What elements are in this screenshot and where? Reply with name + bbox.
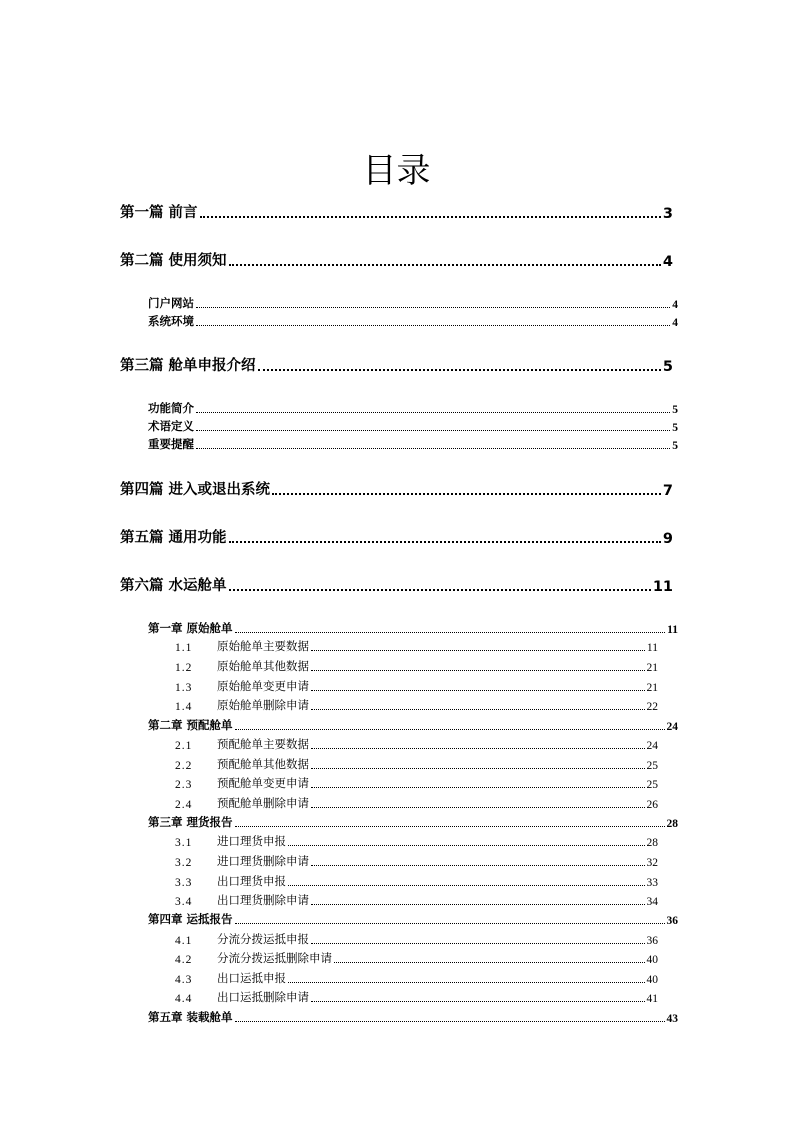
- toc-section-number: 1.4: [175, 701, 193, 713]
- toc-page-number: 36: [646, 935, 658, 947]
- toc-section-number: 2.1: [175, 740, 193, 752]
- toc-section-number: 1.2: [175, 662, 193, 674]
- toc-page-number: 25: [646, 779, 658, 791]
- toc-chapter-4[interactable]: [148, 911, 678, 927]
- toc-leader: [311, 943, 645, 944]
- toc-part-4[interactable]: [120, 479, 673, 499]
- toc-page-number: 25: [646, 760, 658, 772]
- toc-page-number: 11: [646, 642, 658, 654]
- toc-part-label: 第二篇 使用须知: [120, 253, 227, 269]
- toc-chapter-5[interactable]: [148, 1009, 678, 1025]
- toc-section-3-2[interactable]: [175, 853, 658, 869]
- toc-page-number: 4: [662, 254, 673, 270]
- toc-leader: [258, 369, 661, 371]
- toc-page-number: 36: [666, 915, 678, 927]
- toc-leader: [229, 589, 651, 591]
- toc-part-label: 第六篇 水运舱单: [120, 578, 227, 594]
- toc-page-number: 11: [652, 579, 673, 595]
- toc-page-number: 21: [646, 662, 658, 674]
- toc-sub-label: 术语定义: [148, 419, 194, 433]
- toc-section-3-4[interactable]: [175, 892, 658, 908]
- toc-leader: [311, 1001, 645, 1002]
- toc-section-number: 3.4: [175, 896, 193, 908]
- toc-leader: [229, 264, 661, 266]
- toc-leader: [311, 650, 645, 651]
- toc-chapter-1[interactable]: [148, 620, 678, 636]
- toc-leader: [311, 865, 645, 866]
- toc-leader: [288, 845, 645, 846]
- toc-page-number: 9: [662, 531, 673, 547]
- toc-section-2-1[interactable]: [175, 736, 658, 752]
- toc-leader: [311, 670, 645, 671]
- toc-section-1-2[interactable]: [175, 658, 658, 674]
- toc-leader: [200, 216, 661, 218]
- toc-sub-label: 重要提醒: [148, 437, 194, 451]
- toc-chapter-label: 第五章 装载舱单: [148, 1010, 233, 1024]
- toc-page-number: 40: [646, 954, 658, 966]
- toc-page-number: 41: [646, 993, 658, 1005]
- toc-sub-label: 门户网站: [148, 296, 194, 310]
- toc-sub-3[interactable]: [148, 400, 678, 416]
- toc-sub-label: 系统环境: [148, 314, 194, 328]
- toc-page-number: 7: [662, 483, 673, 499]
- toc-sub-4[interactable]: [148, 418, 678, 434]
- toc-chapter-label: 第二章 预配舱单: [148, 718, 233, 732]
- toc-section-number: 3.1: [175, 837, 193, 849]
- toc-page-number: 43: [666, 1013, 678, 1025]
- toc-section-4-2[interactable]: [175, 950, 658, 966]
- toc-section-label: 原始舱单删除申请: [217, 698, 309, 712]
- toc-page-number: 5: [672, 422, 678, 434]
- toc-section-label: 分流分拨运抵删除申请: [217, 951, 332, 965]
- toc-section-label: 原始舱单变更申请: [217, 679, 309, 693]
- toc-leader: [235, 729, 665, 730]
- toc-part-label: 第一篇 前言: [120, 205, 198, 221]
- toc-leader: [311, 748, 645, 749]
- toc-section-number: 4.1: [175, 935, 193, 947]
- toc-section-1-3[interactable]: [175, 678, 658, 694]
- toc-sub-1[interactable]: [148, 295, 678, 311]
- toc-page-number: 26: [646, 799, 658, 811]
- toc-part-2[interactable]: [120, 250, 673, 270]
- toc-section-label: 进口理货申报: [217, 834, 286, 848]
- toc-chapter-label: 第四章 运抵报告: [148, 912, 233, 926]
- toc-title: 目录: [362, 150, 431, 191]
- toc-leader: [235, 1021, 665, 1022]
- toc-section-number: 2.2: [175, 760, 193, 772]
- toc-section-number: 2.4: [175, 799, 193, 811]
- toc-leader: [288, 885, 645, 886]
- toc-section-label: 预配舱单主要数据: [217, 737, 309, 751]
- toc-section-label: 出口运抵申报: [217, 971, 286, 985]
- toc-page-number: 5: [662, 359, 673, 375]
- toc-chapter-3[interactable]: [148, 814, 678, 830]
- toc-section-number: 4.3: [175, 974, 193, 986]
- toc-section-number: 1.3: [175, 682, 193, 694]
- toc-leader: [196, 325, 670, 326]
- toc-section-label: 出口运抵删除申请: [217, 990, 309, 1004]
- toc-section-label: 分流分拨运抵申报: [217, 932, 309, 946]
- toc-part-label: 第五篇 通用功能: [120, 530, 227, 546]
- toc-page-number: 4: [672, 317, 678, 329]
- toc-part-6[interactable]: [120, 575, 673, 595]
- toc-section-2-2[interactable]: [175, 756, 658, 772]
- toc-part-3[interactable]: [120, 355, 673, 375]
- toc-section-number: 1.1: [175, 642, 193, 654]
- toc-leader: [311, 904, 645, 905]
- toc-leader: [272, 493, 661, 495]
- toc-chapter-label: 第一章 原始舱单: [148, 621, 233, 635]
- toc-leader: [229, 541, 661, 543]
- toc-section-number: 3.3: [175, 877, 193, 889]
- toc-leader: [235, 632, 666, 633]
- toc-leader: [196, 430, 670, 431]
- toc-page-number: 33: [646, 877, 658, 889]
- toc-section-1-4[interactable]: [175, 697, 658, 713]
- toc-section-label: 原始舱单主要数据: [217, 639, 309, 653]
- toc-leader: [235, 923, 665, 924]
- toc-part-label: 第四篇 进入或退出系统: [120, 482, 271, 498]
- toc-section-number: 4.4: [175, 993, 193, 1005]
- toc-page-number: 34: [646, 896, 658, 908]
- toc-leader: [311, 768, 645, 769]
- toc-leader: [334, 962, 645, 963]
- toc-sub-5[interactable]: [148, 436, 678, 452]
- toc-chapter-2[interactable]: [148, 717, 678, 733]
- toc-page-number: 28: [646, 837, 658, 849]
- toc-leader: [196, 307, 670, 308]
- toc-sub-label: 功能简介: [148, 401, 194, 415]
- toc-leader: [196, 412, 670, 413]
- toc-section-label: 出口理货申报: [217, 874, 286, 888]
- toc-section-3-3[interactable]: [175, 873, 658, 889]
- toc-section-3-1[interactable]: [175, 833, 658, 849]
- toc-page-number: 24: [646, 740, 658, 752]
- toc-page-number: 32: [646, 857, 658, 869]
- toc-section-label: 预配舱单删除申请: [217, 796, 309, 810]
- toc-sub-2[interactable]: [148, 313, 678, 329]
- toc-part-label: 第三篇 舱单申报介绍: [120, 358, 256, 374]
- toc-section-2-3[interactable]: [175, 775, 658, 791]
- toc-section-label: 预配舱单变更申请: [217, 776, 309, 790]
- toc-leader: [311, 787, 645, 788]
- toc-section-number: 4.2: [175, 954, 193, 966]
- toc-leader: [311, 807, 645, 808]
- toc-page-number: 5: [672, 404, 678, 416]
- toc-page-number: 4: [672, 299, 678, 311]
- toc-page-number: 3: [662, 206, 673, 222]
- toc-page-number: 24: [666, 721, 678, 733]
- toc-leader: [235, 826, 665, 827]
- toc-page-number: 11: [667, 624, 678, 636]
- toc-leader: [196, 448, 670, 449]
- toc-section-label: 预配舱单其他数据: [217, 757, 309, 771]
- toc-section-number: 2.3: [175, 779, 193, 791]
- toc-section-4-3[interactable]: [175, 970, 658, 986]
- toc-part-1[interactable]: [120, 202, 673, 222]
- toc-page-number: 28: [666, 818, 678, 830]
- toc-leader: [311, 709, 645, 710]
- toc-page-number: 22: [646, 701, 658, 713]
- toc-section-2-4[interactable]: [175, 795, 658, 811]
- toc-section-label: 原始舱单其他数据: [217, 659, 309, 673]
- toc-section-4-1[interactable]: [175, 931, 658, 947]
- toc-chapter-label: 第三章 理货报告: [148, 815, 233, 829]
- toc-section-number: 3.2: [175, 857, 193, 869]
- toc-page-number: 5: [672, 440, 678, 452]
- toc-section-4-4[interactable]: [175, 989, 658, 1005]
- toc-leader: [311, 690, 645, 691]
- toc-section-label: 进口理货删除申请: [217, 854, 309, 868]
- toc-section-1-1[interactable]: [175, 638, 658, 654]
- toc-section-label: 出口理货删除申请: [217, 893, 309, 907]
- toc-page-number: 21: [646, 682, 658, 694]
- toc-page-number: 40: [646, 974, 658, 986]
- toc-leader: [288, 982, 645, 983]
- toc-part-5[interactable]: [120, 527, 673, 547]
